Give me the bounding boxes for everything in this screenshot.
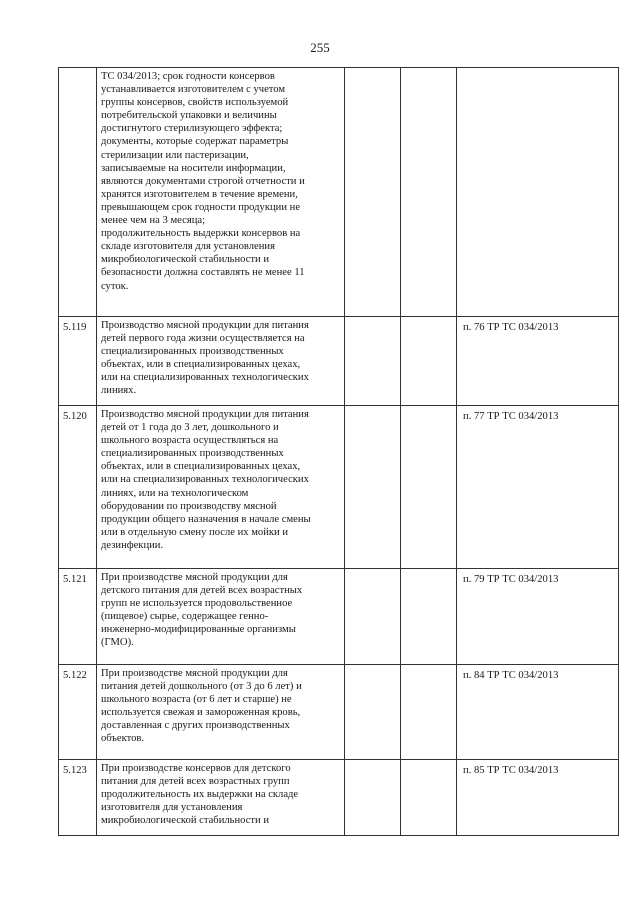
reference-cell: п. 77 ТР ТС 034/2013 <box>457 406 619 569</box>
requirement-text: При производстве консервов для детского питания для детей всех возрастных групп продолжительность их выдержки на складе изготовителя для установления микробиологической стабильности и <box>97 760 345 836</box>
table-row <box>59 569 619 665</box>
reference-cell: п. 79 ТР ТС 034/2013 <box>457 569 619 665</box>
page-number: 255 <box>310 40 330 55</box>
row-number <box>59 68 97 317</box>
row-number: 5.121 <box>59 569 97 665</box>
table-row <box>59 68 619 317</box>
empty-cell <box>401 760 457 836</box>
empty-cell <box>345 665 401 760</box>
requirements-table <box>58 67 619 836</box>
empty-cell <box>401 406 457 569</box>
reference-cell: п. 84 ТР ТС 034/2013 <box>457 665 619 760</box>
empty-cell <box>401 68 457 317</box>
row-number: 5.119 <box>59 317 97 406</box>
empty-cell <box>345 317 401 406</box>
table-row <box>59 760 619 836</box>
requirement-text: При производстве мясной продукции для детского питания для детей всех возрастных групп не используется продовольственное (пищевое) сырье, содержащее генно- инженерно-модифицированные организмы (ГМО). <box>97 569 345 665</box>
requirement-text: Производство мясной продукции для питания детей первого года жизни осуществляется на специализированных производственных объектах, или в специализированных цехах, или на специализированных технологических линиях. <box>97 317 345 406</box>
row-number: 5.120 <box>59 406 97 569</box>
row-number: 5.123 <box>59 760 97 836</box>
requirement-text: Производство мясной продукции для питания детей от 1 года до 3 лет, дошкольного и школьного возраста осуществляться на специализированных производственных объектах, или в специализированных цехах, или на специализированных технологических линиях, или на технологическом оборудовании по производству мясной продукции общего назначения в начале смены или в отдельную смену после их мойки и дезинфекции. <box>97 406 345 569</box>
requirement-text: ТС 034/2013; срок годности консервов устанавливается изготовителем с учетом группы консервов, свойств используемой потребительской упаковки и величины достигнутого стерилизующего эффекта; документы, которые содержат параметры стерилизации или пастеризации, записываемые на носители информации, являются документами строгой отчетности и хранятся изготовителем в течение времени, превышающем срок годности продукции не менее чем на 3 месяца; продолжительность выдержки консервов на складе изготовителя для установления микробиологической стабильности и безопасности должна составлять не менее 11 суток. <box>97 68 345 317</box>
empty-cell <box>345 68 401 317</box>
table-row <box>59 317 619 406</box>
empty-cell <box>401 317 457 406</box>
row-number: 5.122 <box>59 665 97 760</box>
table-row <box>59 406 619 569</box>
empty-cell <box>345 569 401 665</box>
requirement-text: При производстве мясной продукции для питания детей дошкольного (от 3 до 6 лет) и школьного возраста (от 6 лет и старше) не используется свежая и замороженная кровь, доставленная с других производственных объектов. <box>97 665 345 760</box>
empty-cell <box>345 760 401 836</box>
reference-cell: п. 85 ТР ТС 034/2013 <box>457 760 619 836</box>
empty-cell <box>401 569 457 665</box>
reference-cell: п. 76 ТР ТС 034/2013 <box>457 317 619 406</box>
reference-cell <box>457 68 619 317</box>
table-row <box>59 665 619 760</box>
empty-cell <box>345 406 401 569</box>
empty-cell <box>401 665 457 760</box>
